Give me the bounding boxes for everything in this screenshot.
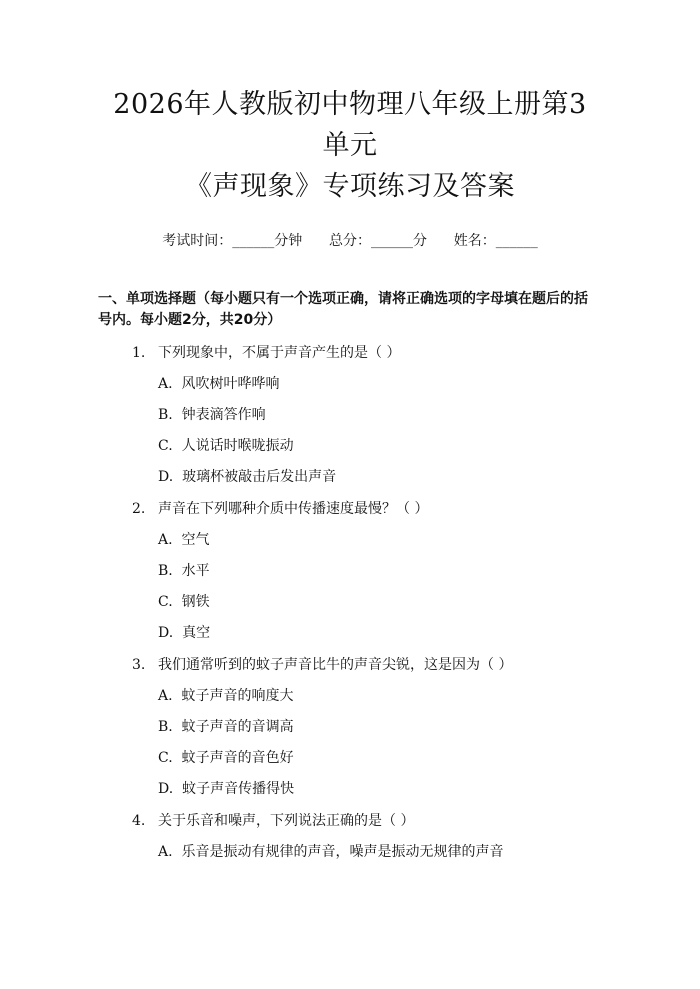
title-line-1: 2026年人教版初中物理八年级上册第3单元	[113, 89, 587, 161]
question	[100, 499, 600, 519]
option-list	[100, 686, 600, 799]
option-item: A. 乐音是振动有规律的声音，噪声是振动无规律的声音	[158, 844, 504, 860]
option-item: B. 钟表滴答作响	[158, 407, 266, 423]
option-list	[100, 374, 600, 487]
question-number: 2.	[132, 501, 146, 517]
exam-info: 考试时间：______分钟 总分：______分 姓名：______	[162, 233, 538, 249]
option-item: A. 风吹树叶哗哗响	[158, 376, 280, 392]
document-title	[100, 84, 600, 207]
question	[100, 655, 600, 675]
question-text: 声音在下列哪种介质中传播速度最慢？（ ）	[158, 501, 429, 517]
question-number: 1.	[132, 345, 146, 361]
option-item: C. 钢铁	[158, 594, 210, 610]
question-block	[100, 499, 600, 643]
option-item: D. 真空	[158, 625, 211, 641]
option-item: C. 人说话时喉咙振动	[158, 438, 294, 454]
option-item: A. 蚊子声音的响度大	[158, 688, 294, 704]
document-page	[0, 84, 700, 989]
title-line-2: 《声现象》专项练习及答案	[185, 171, 515, 202]
question-block	[100, 343, 600, 487]
option-item: D. 蚊子声音传播得快	[158, 781, 295, 797]
option-item: B. 蚊子声音的音调高	[158, 719, 294, 735]
option-item: B. 水平	[158, 563, 210, 579]
question	[100, 343, 600, 363]
question-text: 关于乐音和噪声，下列说法正确的是（ ）	[158, 813, 415, 829]
section-heading: 一、单项选择题（每小题只有一个选项正确，请将正确选项的字母填在题后的括号内。每小题2分，共20分）	[98, 291, 588, 328]
option-item: A. 空气	[158, 532, 210, 548]
question	[100, 811, 600, 831]
option-list	[100, 530, 600, 643]
question-text: 下列现象中，不属于声音产生的是（ ）	[158, 345, 401, 361]
option-item: D. 玻璃杯被敲击后发出声音	[158, 469, 337, 485]
question-number: 3.	[132, 657, 146, 673]
question-text: 我们通常听到的蚊子声音比牛的声音尖锐，这是因为（ ）	[158, 657, 513, 673]
option-item: C. 蚊子声音的音色好	[158, 750, 294, 766]
question-block	[100, 655, 600, 799]
question-number: 4.	[132, 813, 146, 829]
question-block	[100, 811, 600, 862]
option-list	[100, 842, 600, 862]
